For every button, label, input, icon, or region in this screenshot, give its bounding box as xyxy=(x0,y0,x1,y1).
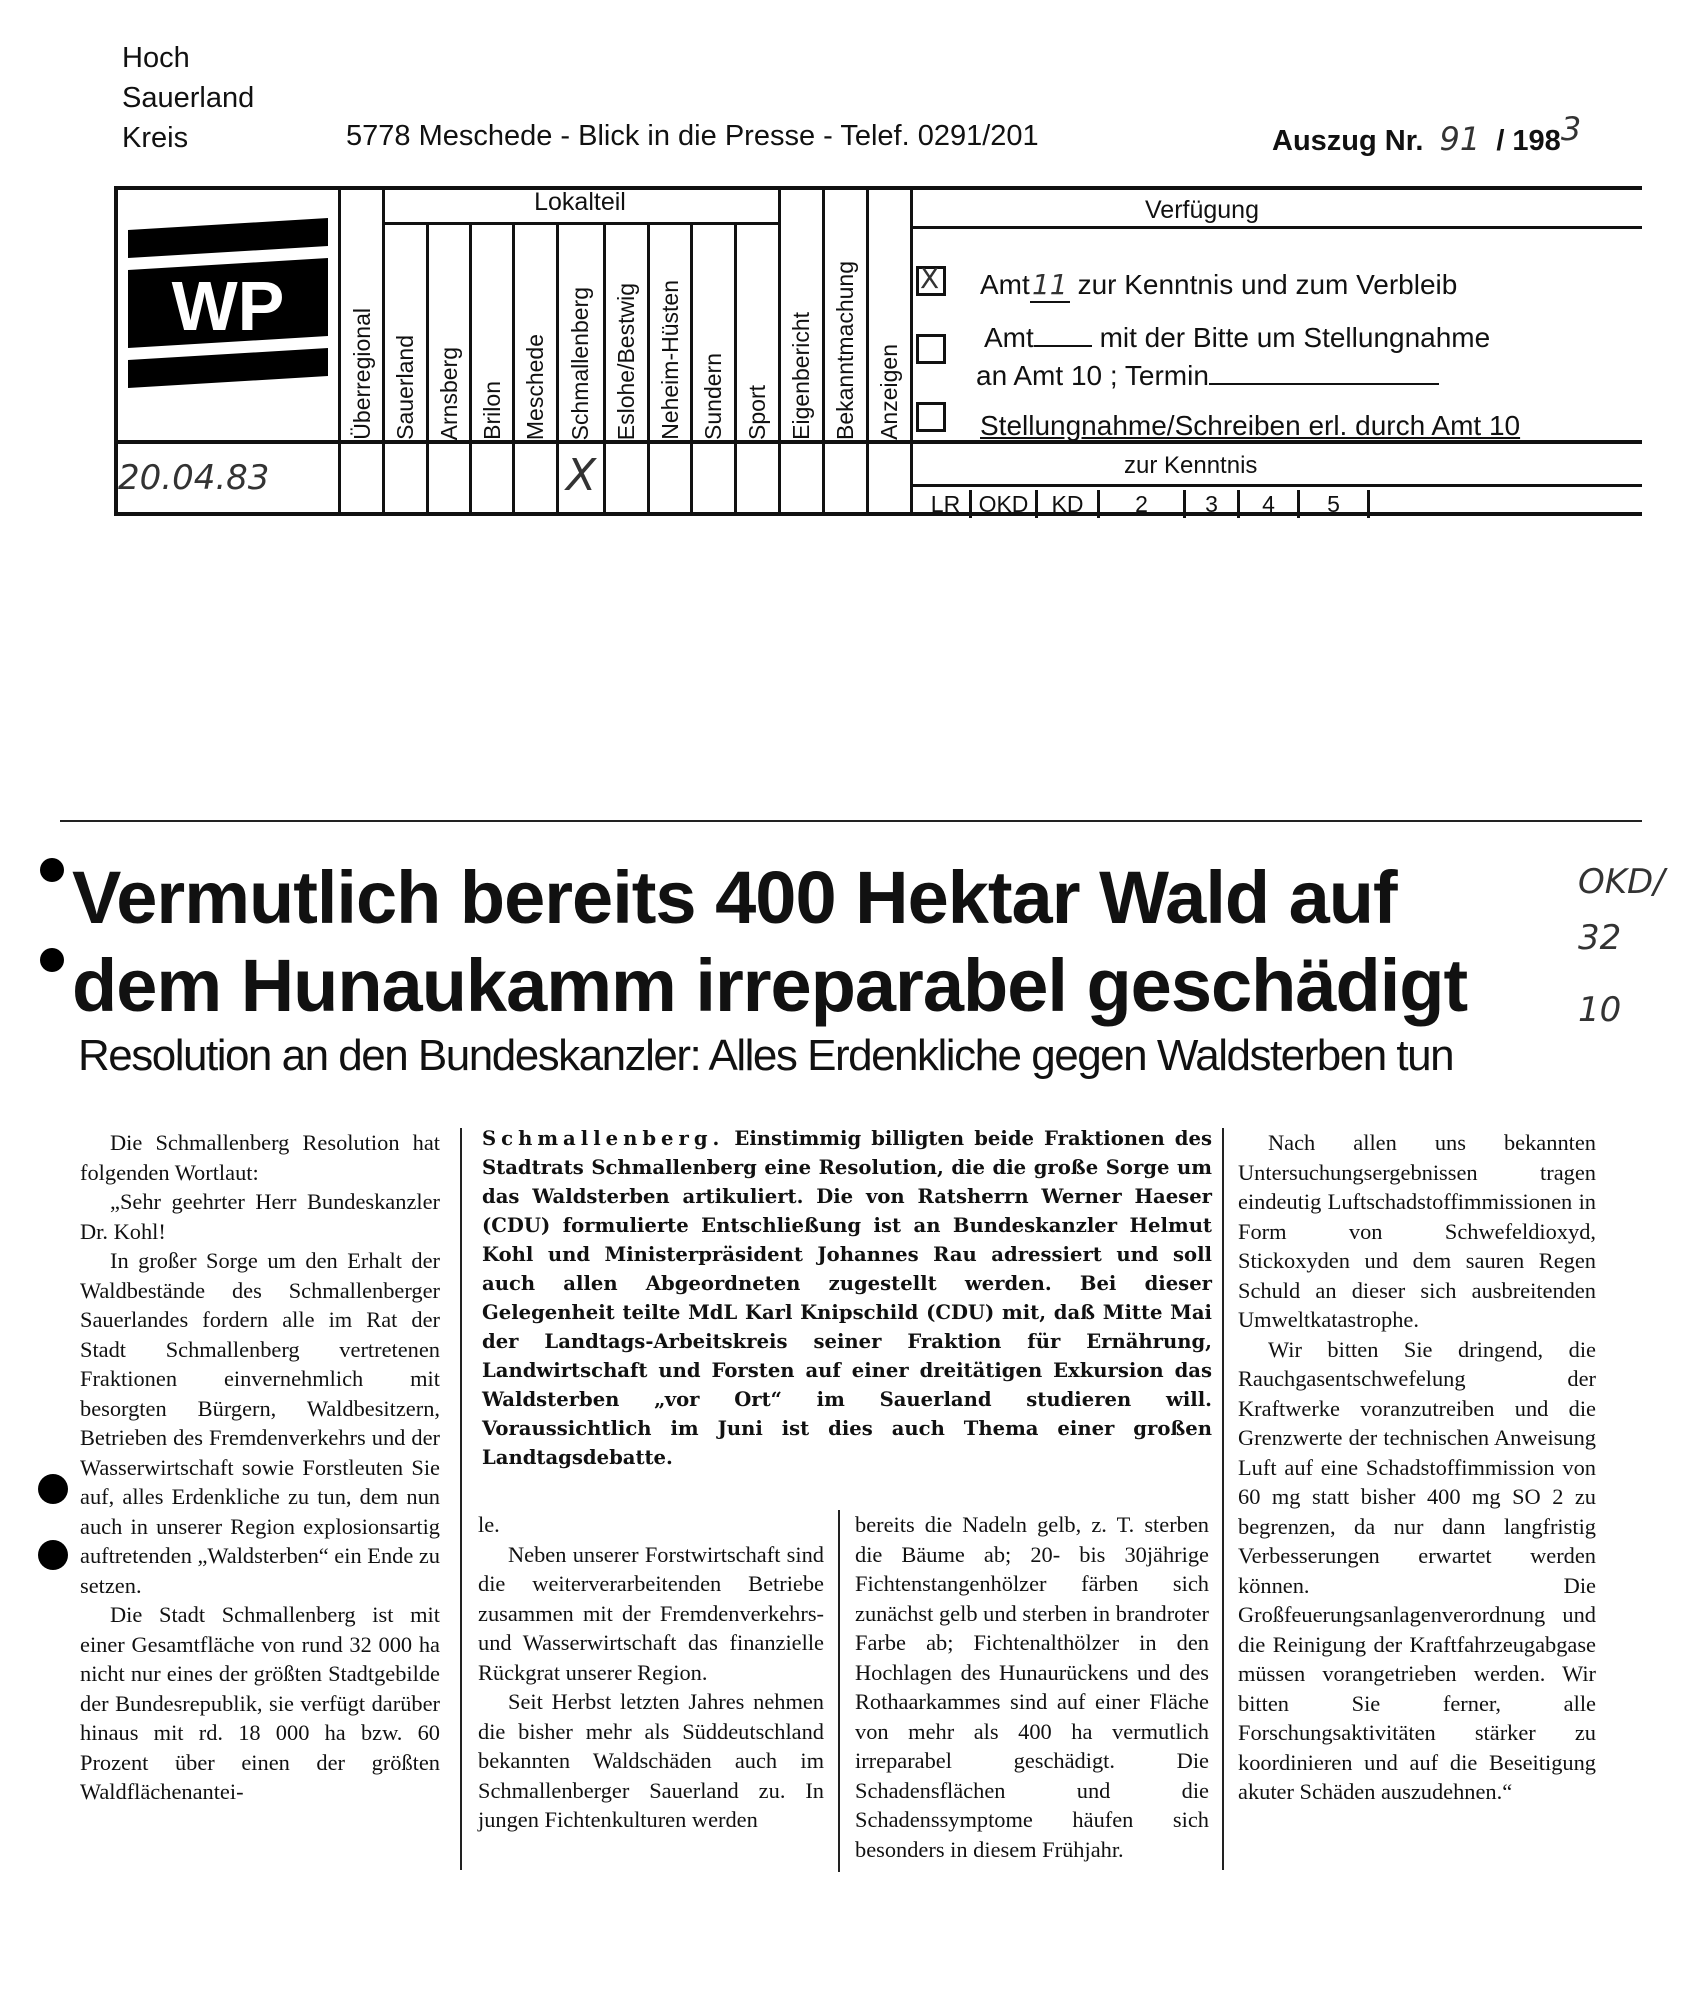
article-column-5 xyxy=(1238,1128,1596,1807)
kenntnis-cell-2[interactable]: 2 xyxy=(1100,490,1186,518)
margin-note: 10 xyxy=(1578,990,1622,1030)
zur-kenntnis-label: zur Kenntnis xyxy=(1124,452,1258,479)
amt-handwritten: 11 xyxy=(1030,268,1070,303)
lead-text: Einstimmig billigten beide Fraktionen des Stadtrats Schmallenberg eine Resolution, die die große Sorge um das Waldsterben artikuliert. Die von Ratsherrn Werner Haeser (CDU) formulierte Entschließung ist an Bundeskanzler Helmut Kohl und Ministerpräsident Johannes Rau adressiert und soll auch allen Abgeordneten zugestellt werden. Bei dieser Gelegenheit teilte MdL Karl Knipschild (CDU) mit, daß Mitte Mai der Landtags-Arbeitskreis seiner Fraktion für Ernährung, Landwirtschaft und Forsten auf einer dreitätigen Exkursion das Waldsterben „vor Ort“ im Sauerland studieren will. Voraussichtlich im Juni ist dies auch Thema einer großen Landtagsdebatte. xyxy=(482,1127,1212,1469)
article-column-1 xyxy=(80,1128,440,1807)
logo-text: WP xyxy=(171,267,285,345)
column-label-anzeigen: Anzeigen xyxy=(876,344,902,440)
excerpt-number-handwritten: 91 xyxy=(1439,120,1481,158)
margin-note: 32 xyxy=(1578,918,1622,958)
margin-note: OKD/ xyxy=(1578,862,1665,902)
issuer-line: Kreis xyxy=(122,122,189,154)
schmallenberg-mark: X xyxy=(566,450,597,501)
column-label-sundern: Sundern xyxy=(700,353,726,440)
paragraph: le. xyxy=(478,1512,500,1537)
column-label-eigenbericht: Eigenbericht xyxy=(788,312,814,440)
paragraph: Neben unserer Forstwirtschaft sind die weiterverarbeitenden Betriebe zusammen mit der Fremdenverkehrs- und Wasserwirtschaft das finanzielle Rückgrat unserer Region. xyxy=(478,1541,824,1685)
kenntnis-cell-lr[interactable]: LR xyxy=(922,490,972,518)
paragraph: „Sehr geehrter Herr Bundeskanzler Dr. Kohl! xyxy=(80,1189,440,1244)
column-label-meschede: Meschede xyxy=(522,333,548,440)
verfuegung-line-1: Amt11 zur Kenntnis und zum Verbleib xyxy=(980,268,1458,301)
kenntnis-cell-5[interactable]: 5 xyxy=(1300,490,1370,518)
verfuegung-line-3: an Amt 10 ; Termin xyxy=(976,360,1439,392)
stamp-rule xyxy=(910,186,913,516)
paragraph: Wir bitten Sie dringend, die Rauchgasentschwefelung der Kraftwerke voranzutreiben und die Grenzwerte der technischen Anweisung Luft auf eine Schadstoffimmission von 60 mg statt bisher 400 mg SO 2 zu begrenzen, da nur dann langfristig Verbesserungen erwartet werden können. Die Großfeuerungsanlagenverordnung und die Reinigung der Kraftfahrzeugabgase müssen vorangetrieben werden. Wir bitten Sie ferner, alle Forschungsaktivitäten stärker zu koordinieren und auf die Beseitigung akuter Schäden auszudehnen.“ xyxy=(1238,1336,1596,1804)
subheadline: Resolution an den Bundeskanzler: Alles Erdenkliche gegen Waldsterben tun xyxy=(78,1031,1454,1080)
checkbox-erledigt[interactable] xyxy=(916,402,946,432)
excerpt-label: Auszug Nr. xyxy=(1272,125,1424,157)
stamp-rule xyxy=(912,226,1642,229)
headline-line-2: dem Hunaukamm irreparabel geschädigt xyxy=(72,944,1468,1027)
excerpt-number xyxy=(1272,110,1582,158)
column-rule xyxy=(838,1510,840,1872)
column-label-sport: Sport xyxy=(744,385,770,440)
article-column-3 xyxy=(478,1510,824,1835)
punch-hole-mark xyxy=(40,858,64,882)
paragraph: bereits die Nadeln gelb, z. T. sterben die Bäume ab; 20- bis 30jährige Fichtenstangenhölzer färben sich zunächst gelb und sterben in brandroter Farbe ab; Fichtenalthölzer in den Hochlagen des Hunaurückens und des Rothaarkammes sind auf einer Fläche von mehr als 400 ha vermutlich irreparabel geschädigt. Die Schadensflächen und die Schadenssymptome häufen sich besonders in diesem Frühjahr. xyxy=(855,1512,1209,1862)
issuer-line: Sauerland xyxy=(122,82,255,114)
issuer-block xyxy=(122,38,254,158)
paragraph: Die Stadt Schmallenberg ist mit einer Gesamtfläche von rund 32 000 ha nicht nur eines der größten Stadtgebilde der Bundesrepublik, sie verfügt darüber hinaus mit rd. 18 000 ha bzw. 60 Prozent über einen der größten Waldflächenantei- xyxy=(80,1602,440,1804)
paragraph: Die Schmallenberg Resolution hat folgenden Wortlaut: xyxy=(80,1130,440,1185)
paragraph: In großer Sorge um den Erhalt der Waldbestände des Schmallenberger Sauerlandes fordern alle im Rat der Stadt Schmallenberg vertretenen Fraktionen einvernehmlich mit besorgten Bürgern, Waldbesitzern, Betrieben des Fremdenverkehrs und der Wasserwirtschaft sowie Forstleuten Sie auf, alles Erdenkliche zu tun, dem nun auch in unserer Region explosionsartig auftretenden „Waldsterben“ ein Ende zu setzen. xyxy=(80,1248,440,1598)
kenntnis-cell-okd[interactable]: OKD xyxy=(972,490,1038,518)
column-rule xyxy=(460,1128,462,1870)
verfuegung-label: Verfügung xyxy=(1145,196,1259,224)
lead-paragraph xyxy=(482,1124,1212,1472)
punch-hole-mark xyxy=(40,948,64,972)
article-top-rule xyxy=(60,820,1642,822)
paragraph: Seit Herbst letzten Jahres nehmen die bisher mehr als Süddeutschland bekannten Waldschäden auch im Schmallenberger Sauerland zu. In jungen Fichtenkulturen werden xyxy=(478,1689,824,1832)
column-label-ueberregional: Überregional xyxy=(349,308,375,440)
lokalteil-label: Lokalteil xyxy=(534,188,626,216)
column-label-arnsberg: Arnsberg xyxy=(436,346,462,440)
article-column-4 xyxy=(855,1510,1209,1864)
column-label-brilon: Brilon xyxy=(479,381,505,440)
checkbox-stellungnahme[interactable] xyxy=(916,334,946,364)
column-label-sauerland: Sauerland xyxy=(392,335,418,440)
excerpt-year-handwritten: 3 xyxy=(1560,110,1582,148)
column-label-eslohe-bestwig: Eslohe/Bestwig xyxy=(613,282,639,440)
punch-hole-mark xyxy=(38,1474,68,1504)
kenntnis-cell-4[interactable]: 4 xyxy=(1240,490,1300,518)
column-label-schmallenberg: Schmallenberg xyxy=(567,286,593,440)
address-line: 5778 Meschede - Blick in die Presse - Telef. 0291/201 xyxy=(346,120,1039,152)
verfuegung-line-4: Stellungnahme/Schreiben erl. durch Amt 10 xyxy=(980,410,1521,441)
column-label-neheim-huesten: Neheim-Hüsten xyxy=(657,280,683,440)
column-label-bekanntmachung: Bekanntmachung xyxy=(832,260,858,440)
verfuegung-line-2: Amt mit der Bitte um Stellungnahme xyxy=(984,322,1491,353)
kenntnis-cell-3[interactable]: 3 xyxy=(1186,490,1240,518)
handwritten-date: 20.04.83 xyxy=(118,458,270,498)
stamp-rule xyxy=(912,484,1642,487)
headline-line-1: Vermutlich bereits 400 Hektar Wald auf xyxy=(72,856,1397,939)
checkbox-mark: X xyxy=(920,262,940,295)
column-rule xyxy=(1222,1128,1224,1870)
kenntnis-cell-kd[interactable]: KD xyxy=(1038,490,1100,518)
paragraph: Nach allen uns bekannten Untersuchungsergebnissen tragen eindeutig Luftschadstoffimmissionen in Form von Schwefeldioxyd, Stickoxyden und dem sauren Regen Schuld an dieser sich ausbreitenden Umweltkatastrophe. xyxy=(1238,1130,1596,1332)
punch-hole-mark xyxy=(38,1540,68,1570)
dateline: Schmallenberg. xyxy=(482,1127,725,1150)
wp-logo xyxy=(128,218,328,388)
checkbox-kenntnis-verbleib[interactable] xyxy=(916,262,946,296)
issuer-line: Hoch xyxy=(122,42,190,74)
excerpt-year: / 198 xyxy=(1496,125,1561,157)
